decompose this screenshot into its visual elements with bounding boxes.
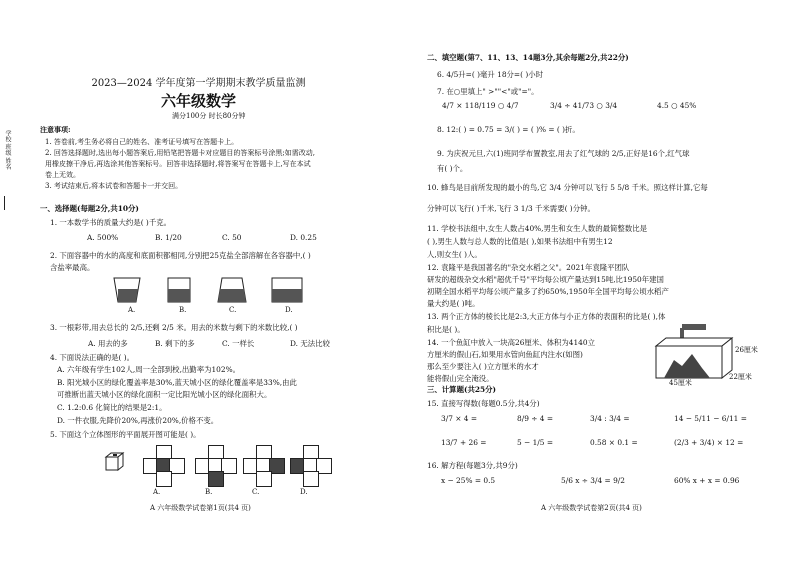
q5-net-a: [143, 445, 183, 499]
right-footer: A 六年级数学试卷第2页(共4 页): [541, 504, 642, 512]
q1-text: 1. 一本数学书的质量大约是( )千克。: [50, 218, 171, 227]
note-1: 1. 答卷前,考生务必将自己的姓名、准考证号填写在答题卡上。: [45, 138, 239, 146]
q5-solid-cube: [103, 450, 127, 474]
left-footer: A 六年级数学试卷第1页(共4 页): [150, 504, 251, 512]
q4-option-b1: B. 阳光城小区的绿化覆盖率是30%,蓝天城小区的绿化覆盖率是33%,由此: [57, 378, 297, 387]
q1-option-a: A. 500%: [87, 233, 119, 242]
q16-item-3: 60% x + x = 0.96: [674, 476, 740, 485]
q12-text-line4: 量大约是( )吨。: [427, 299, 480, 308]
exam-header-title: 2023—2024 学年度第一学期期末教学质量监测: [91, 78, 306, 89]
note-4: 卷上无效。: [45, 171, 80, 179]
q13-text-line2: 积比是( )。: [427, 325, 465, 334]
q5-label-b: B.: [205, 488, 213, 496]
note-5: 3. 考试结束后,将本试卷和答题卡一并交回。: [45, 182, 183, 190]
q14-dim-length: 45厘米: [669, 379, 692, 387]
faucet-pipe: [682, 324, 706, 330]
q8-text: 8. 12:( ) = 0.75 = 3/( ) = ( )% = ( )折。: [437, 125, 580, 134]
q3-option-a: A. 用去的多: [88, 339, 128, 348]
q15-item-2: 8/9 ÷ 4 =: [517, 414, 554, 423]
q7-item-2: 3/4 ÷ 41/73 ○ 3/4: [550, 101, 618, 110]
q4-option-b2: 可推断出蓝天城小区的绿化面积一定比阳光城小区的绿化面积大。: [57, 390, 272, 399]
q7-item-1: 4/7 × 118/119 ○ 4/7: [442, 101, 519, 110]
q15-item-4: 14 − 5/11 − 6/11 =: [674, 414, 747, 423]
q2-containers: [110, 274, 310, 306]
q3-option-b: B. 剩下的多: [155, 339, 195, 348]
q12-text-line3: 初期全国水稻平均每公顷产量多了约650%,1950年全国平均每公顷水稻产: [427, 287, 669, 296]
q15-text: 15. 直接写得数(每题0.5分,共4分): [427, 399, 540, 408]
q5-text: 5. 下面这个立体图形的平面展开图可能是( )。: [50, 430, 201, 439]
q15-item-8: (2/3 + 3/4) × 12 =: [674, 438, 744, 447]
container-d-water: [272, 289, 302, 302]
container-c-water: [218, 289, 246, 302]
section3-title: 三、计算题(共25分): [427, 385, 497, 394]
q12-text-line1: 12. 袁隆平是我国著名的"杂交水稻之父"。2021年袁隆平团队: [427, 263, 630, 272]
q14-dim-width: 22厘米: [729, 373, 752, 381]
q13-text-line1: 13. 两个正方体的棱长比是2:3,大正方体与小正方体的表面积的比是( ),体: [427, 312, 666, 321]
q2-label-a: A.: [128, 306, 136, 314]
q15-item-5: 13/7 + 26 =: [441, 438, 487, 447]
note-2: 2. 回答选择题时,选出每小题答案后,用铅笔把答题卡对应题目的答案标号涂黑;如需改动,: [45, 149, 315, 157]
q1-option-d: D. 0.25: [290, 233, 317, 242]
q11-text-line1: 11. 学校书法组中,女生人数占40%,男生和女生人数的最简整数比是: [427, 224, 647, 233]
section2-title: 二、填空题(第7、11、13、14题3分,其余每题2分,共22分): [427, 53, 629, 62]
q4-option-d: D. 一件衣服,先降价20%,再涨价20%,价格不变。: [57, 416, 219, 425]
q5-net-b: [195, 445, 235, 499]
container-b-water: [168, 289, 190, 302]
q11-text-line3: 人,则女生( )人。: [427, 250, 482, 259]
q5-label-a: A.: [153, 488, 161, 496]
q14-text-line2: 方厘米的假山石,如果用水管向鱼缸内注水(如图): [427, 350, 583, 359]
q12-text-line2: 研发的超级杂交水稻"超优千号"平均每公顷产量达到15吨,比1950年建国: [427, 275, 664, 284]
q5-net-c: [243, 445, 283, 499]
q1-option-b: B. 1/20: [155, 233, 182, 242]
q3-option-c: C. 一样长: [222, 339, 255, 348]
q3-text: 3. 一根彩带,用去总长的 2/5,还剩 2/5 米。用去的米数与剩下的米数比较,( ): [50, 323, 298, 332]
container-a-water: [118, 289, 138, 302]
q14-text-line4: 能将假山完全淹没。: [427, 374, 494, 383]
q16-item-1: x − 25% = 0.5: [441, 476, 496, 485]
q14-text-line1: 14. 一个鱼缸中放入一块高26厘米、体积为4140立: [427, 338, 595, 347]
note-3: 用橡皮擦干净后,再选涂其他答案标号。回答非选择题时,将答案写在答题卡上,写在本试: [45, 160, 311, 168]
q10-text-line1: 10. 蜂鸟是目前所发现的最小的鸟,它 3/4 分钟可以飞行 5 5/8 千米。照这样计算,它每: [427, 183, 708, 192]
q3-option-d: D. 无法比较: [290, 339, 330, 348]
q1-option-c: C. 50: [222, 233, 242, 242]
q2-label-c: C.: [229, 306, 237, 314]
q4-text: 4. 下面说法正确的是( )。: [50, 353, 135, 362]
q16-text: 16. 解方程(每题3分,共9分): [427, 461, 518, 470]
q7-text: 7. 在○里填上" >""<"或"="。: [437, 87, 539, 96]
q15-item-3: 3/4 : 3/4 =: [590, 414, 630, 423]
q6-text: 6. 4/5升=( )毫升 18分=( )小时: [437, 70, 544, 79]
q9-text-line1: 9. 为庆祝元旦,六(1)班同学布置教室,用去了红气球的 2/5,正好是16个,红气球: [437, 149, 690, 158]
q10-text-line2: 分钟可以飞行( )千米,飞行 3 1/3 千米需要( )分钟。: [427, 204, 595, 213]
q14-text-line3: 那么至少要注入( )立方厘米的水才: [427, 362, 539, 371]
q11-text-line2: ( ),男生人数与总人数的比值是( ),如果书法组中有男生12: [427, 237, 613, 246]
q16-item-2: 5/6 x ÷ 3/4 = 9/2: [561, 476, 625, 485]
q4-option-c: C. 1.2:0.6 化简比的结果是2:1。: [57, 403, 167, 412]
notes-title: 注意事项:: [40, 125, 71, 134]
q15-item-6: 5 − 1/5 =: [517, 438, 554, 447]
q15-item-1: 3/7 × 4 =: [441, 414, 478, 423]
q5-label-d: D.: [300, 488, 308, 496]
q5-net-d: [290, 445, 330, 499]
score-time: 满分100分 时长80分钟: [172, 112, 246, 120]
q2-label-b: B.: [179, 306, 187, 314]
right-page: [397, 0, 794, 561]
q5-label-c: C.: [252, 488, 260, 496]
q15-item-7: 0.58 × 0.1 =: [590, 438, 638, 447]
q2-label-d: D.: [285, 306, 293, 314]
q2-text-line2: 含盐率最高。: [50, 263, 95, 272]
subject-title: 六年级数学: [160, 92, 236, 110]
section1-title: 一、选择题(每题2分,共10分): [40, 204, 139, 213]
q2-text-line1: 2. 下面容器中的水的高度和底面积都相同,分别把25克盐全部溶解在各容器中,( ): [50, 251, 311, 260]
side-label: 学校 班级 姓名: [4, 130, 11, 170]
q14-dim-height: 26厘米: [735, 346, 758, 354]
q4-option-a: A. 六年级有学生102人,周一全部到校,出勤率为102%。: [57, 365, 241, 374]
binding-line: [4, 196, 5, 210]
q7-item-3: 4.5 ○ 45%: [657, 101, 697, 110]
q9-text-line2: 有( )个。: [437, 164, 468, 173]
